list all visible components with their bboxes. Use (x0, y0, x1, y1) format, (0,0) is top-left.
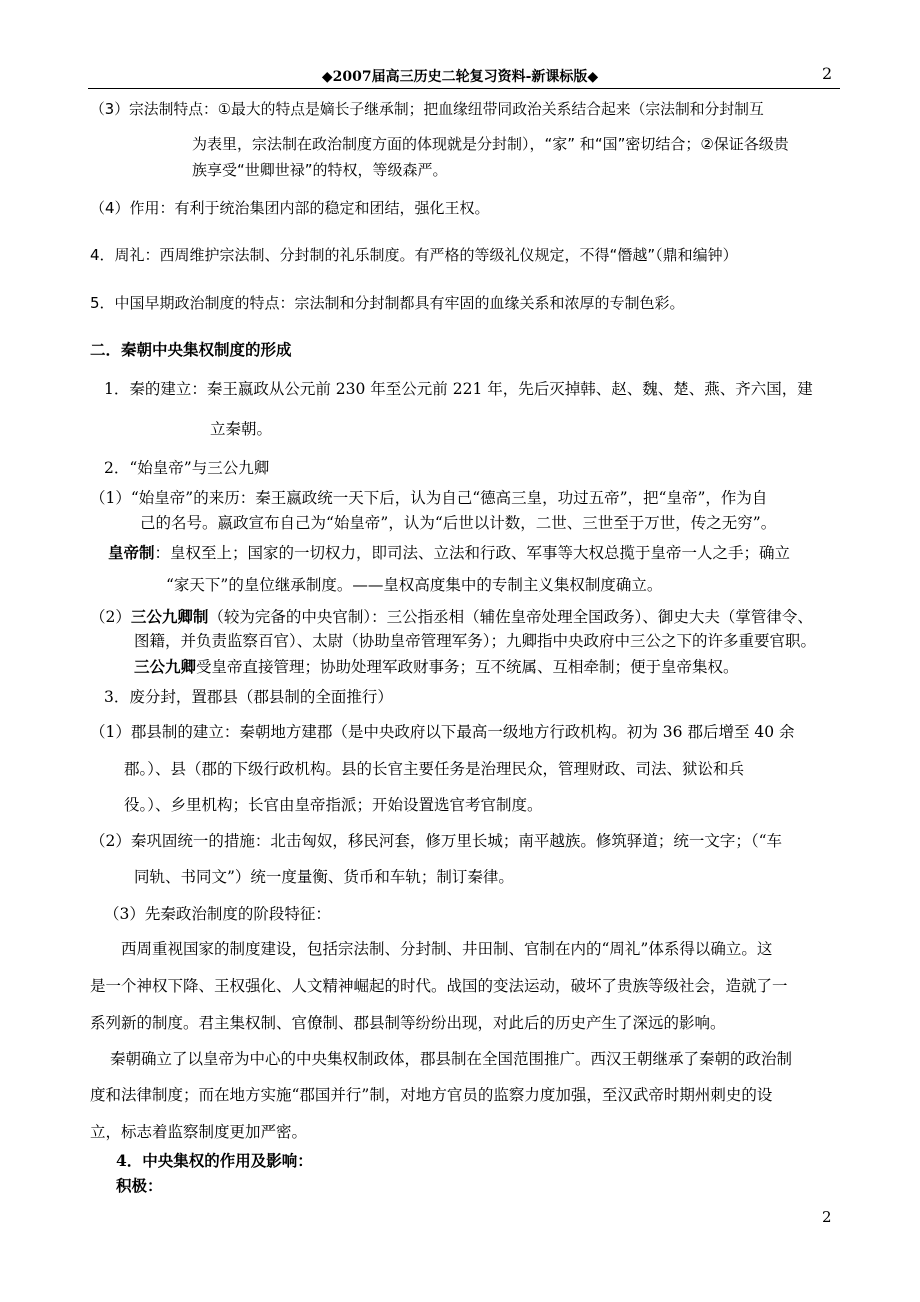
header-page-number: 2 (822, 64, 833, 83)
line-junxian-establish-cont1: 郡。）、县（郡的下级行政机构。县的长官主要任务是治理民众，管理财政、司法、狱讼和兵 (124, 760, 745, 778)
line-emperor-system (108, 545, 790, 562)
line-sangong-jiuqing-cont: 图籍，并负责监察百官）、太尉（协助皇帝管理军务）；九卿指中央政府中三公之下的许多重要官职。 (134, 632, 817, 650)
line-zongfa-role: （4）作用：有利于统治集团内部的稳定和团结，强化王权。 (90, 199, 490, 217)
footer-page-number: 2 (822, 1208, 832, 1226)
line-emperor-system-cont: “家天下”的皇位继承制度。——皇权高度集中的专制主义集权制度确立。 (166, 576, 663, 594)
line-junxian-establish: （1）郡县制的建立：秦朝地方建郡（是中央政府以下最高一级地方行政机构。初为 36 郡后增至 40 余 (90, 723, 795, 741)
line-sangong-jiuqing-traits (134, 659, 739, 676)
line-junxian-heading: 3．废分封，置郡县（郡县制的全面推行） (104, 688, 393, 706)
para-qinhan-line3: 立，标志着监察制度更加严密。 (90, 1123, 308, 1141)
line-zongfa-features: （3）宗法制特点：①最大的特点是嫡长子继承制；把血缘纽带同政治关系结合起来（宗法制和分封制互 (90, 101, 764, 118)
term-sangong-jiuqing-system: 三公九卿制 (130, 607, 209, 626)
line-unification-measures-cont: 同轨、书同文”）统一度量衡、货币和车轨；制订秦律。 (134, 868, 514, 886)
sangong-jiuqing-desc: （较为完备的中央官制）：三公指丞相（辅佐皇帝处理全国政务）、御史大夫（掌管律令、 (208, 608, 813, 626)
line-zongfa-features-cont2: 族享受“世卿世禄”的特权，等级森严。 (192, 161, 448, 179)
line-unification-measures: （2）秦巩固统一的措施：北击匈奴，移民河套，修万里长城；南平越族。修筑驿道；统一文字；（“车 (90, 832, 783, 850)
line-zongfa-features-cont1: 为表里，宗法制在政治制度方面的体现就是分封制），“家” 和“国”密切结合；②保证各级贵 (192, 135, 789, 153)
line-shihuangdi-origin-cont: 己的名号。嬴政宣布自己为“始皇帝”，认为“后世以计数，二世、三世至于万世，传之无穷”。 (140, 514, 777, 532)
term-sangong-jiuqing: 三公九卿 (134, 657, 197, 676)
para-preqin-line3: 系列新的制度。君主集权制、官僚制、郡县制等纷纷出现，对此后的历史产生了深远的影响。 (90, 1014, 726, 1032)
emperor-system-desc: ：皇权至上；国家的一切权力，即司法、立法和行政、军事等大权总揽于皇帝一人之手；确立 (154, 544, 791, 562)
header-title: ◆2007届高三历史二轮复习资料-新课标版◆ (321, 69, 599, 85)
para-qinhan-line2: 度和法律制度；而在地方实施“郡国并行”制，对地方官员的监察力度加强，至汉武帝时期州刺史的设 (90, 1086, 773, 1104)
line-shihuangdi-origin: （1）“始皇帝”的来历：秦王嬴政统一天下后，认为自己“德高三皇，功过五帝”，把“皇帝”，作为自 (90, 489, 768, 507)
line-junxian-establish-cont2: 役。）、乡里机构；长官由皇帝指派；开始设置选官考官制度。 (124, 796, 543, 814)
line-positive-label: 积极： (116, 1176, 163, 1195)
line-qin-founding: 1．秦的建立：秦王嬴政从公元前 230 年至公元前 221 年，先后灭掉韩、赵、魏、楚、燕、齐六国，建 (104, 380, 813, 398)
line-sangong-jiuqing (90, 609, 813, 626)
item-marker: （2） (90, 608, 131, 626)
para-preqin-line1: 西周重视国家的制度建设，包括宗法制、分封制、井田制、官制在内的“周礼”体系得以确立。这 (121, 940, 773, 958)
term-emperor-system: 皇帝制 (108, 543, 155, 562)
line-zhouli: 4．周礼：西周维护宗法制、分封制的礼乐制度。有严格的等级礼仪规定，不得“僭越”（鼎和编钟） (90, 246, 738, 264)
para-preqin-line2: 是一个神权下降、王权强化、人文精神崛起的时代。战国的变法运动，破坏了贵族等级社会，造就了一 (90, 977, 788, 995)
line-early-features: 5．中国早期政治制度的特点：宗法制和分封制都具有牢固的血缘关系和浓厚的专制色彩。 (90, 294, 685, 312)
sangong-jiuqing-traits-desc: 受皇帝直接管理；协助处理军政财事务；互不统属、互相牵制；便于皇帝集权。 (196, 658, 739, 676)
line-qin-founding-cont: 立秦朝。 (210, 420, 273, 438)
para-qinhan-line1: 秦朝确立了以皇帝为中心的中央集权制政体，郡县制在全国范围推广。西汉王朝继承了秦朝的政治制 (110, 1050, 793, 1068)
line-centralization-impact-heading: 4．中央集权的作用及影响： (116, 1151, 313, 1170)
header-divider (88, 88, 840, 89)
line-shihuangdi-heading: 2．“始皇帝”与三公九卿 (104, 459, 270, 477)
line-preqin-stage-heading: （3）先秦政治制度的阶段特征： (104, 905, 331, 923)
section-heading-qin: 二．秦朝中央集权制度的形成 (90, 340, 292, 359)
